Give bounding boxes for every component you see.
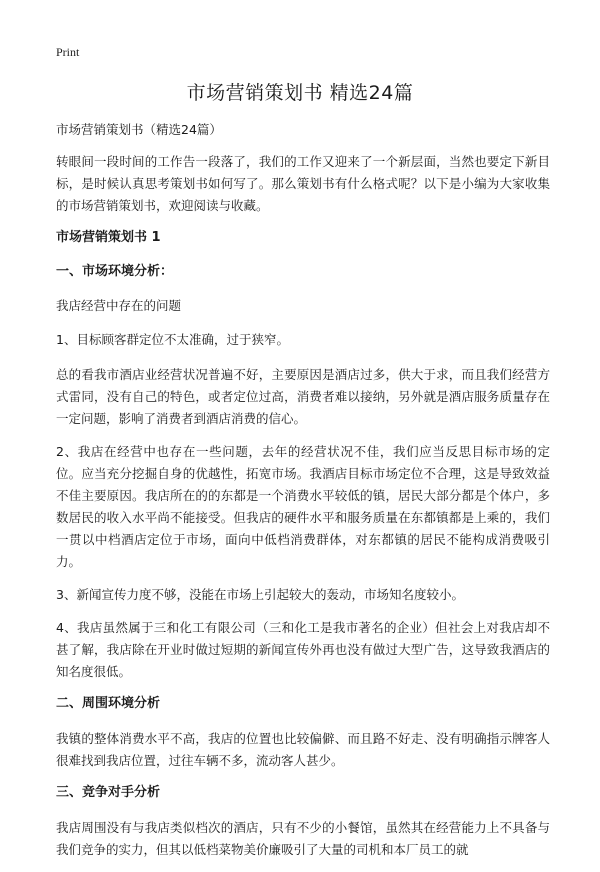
surroundings-paragraph: 我镇的整体消费水平不高，我店的位置也比较偏僻、而且路不好走、没有明确指示牌客人很难找到我店位置，过往车辆不多，流动客人甚少。	[56, 731, 550, 768]
list-item-4: 4、我店虽然属于三和化工有限公司（三和化工是我市著名的企业）但社会上对我店却不甚了解，我店除在开业时做过短期的新闻宣传外再也没有做过大型广告，这导致我酒店的知名度很低。	[56, 620, 550, 679]
document-body	[56, 120, 550, 872]
intro-paragraph: 转眼间一段时间的工作告一段落了，我们的工作又迎来了一个新层面，当然也要定下新目标，是时候认真思考策划书如何写了。那么策划书有什么格式呢？以下是小编为大家收集的市场营销策划书，欢迎阅读与收藏。	[56, 154, 550, 213]
section-heading-competitors: 三、竞争对手分析	[56, 785, 161, 800]
plan-heading: 市场营销策划书 1	[56, 230, 161, 245]
print-link[interactable]: Print	[56, 45, 80, 59]
list-item-2: 2、我店在经营中也存在一些问题，去年的经营状况不佳，我们应当反思目标市场的定位。应当充分挖掘自身的优越性，拓宽市场。我酒店目标市场定位不合理，这是导致效益不佳主要原因。我店所在的的东都是一个消费水平较低的镇，居民大部分都是个体户，多数居民的收入水平尚不能接受。但我店的硬件水平和服务质量在东都镇都是上乘的，我们一贯以中档酒店定位于市场，面向中低档消费群体，对东都镇的居民不能构成消费吸引力。	[56, 444, 550, 569]
section-lead: 我店经营中存在的问题	[56, 298, 182, 313]
document-subtitle: 市场营销策划书（精选24篇）	[56, 122, 222, 137]
competitors-paragraph: 我店周围没有与我店类似档次的酒店，只有不少的小餐馆，虽然其在经营能力上不具备与我们竞争的实力，但其以低档菜物美价廉吸引了大量的司机和本厂员工的就	[56, 820, 550, 857]
list-item-1: 1、目标顾客群定位不太准确，过于狭窄。	[56, 332, 289, 347]
section-heading-market-environment: 一、市场环境分析：	[56, 264, 174, 279]
document-title: 市场营销策划书 精选24篇	[186, 82, 414, 104]
list-item-3: 3、新闻宣传力度不够，没能在市场上引起较大的轰动，市场知名度较小。	[56, 587, 464, 602]
list-item-1-detail: 总的看我市酒店业经营状况普遍不好，主要原因是酒店过多，供大于求，而且我们经营方式雷同，没有自己的特色，或者定位过高，消费者难以接纳，另外就是酒店服务质量存在一定问题，影响了消费者到酒店消费的信心。	[56, 367, 550, 426]
section-heading-surroundings: 二、周围环境分析	[56, 696, 161, 711]
